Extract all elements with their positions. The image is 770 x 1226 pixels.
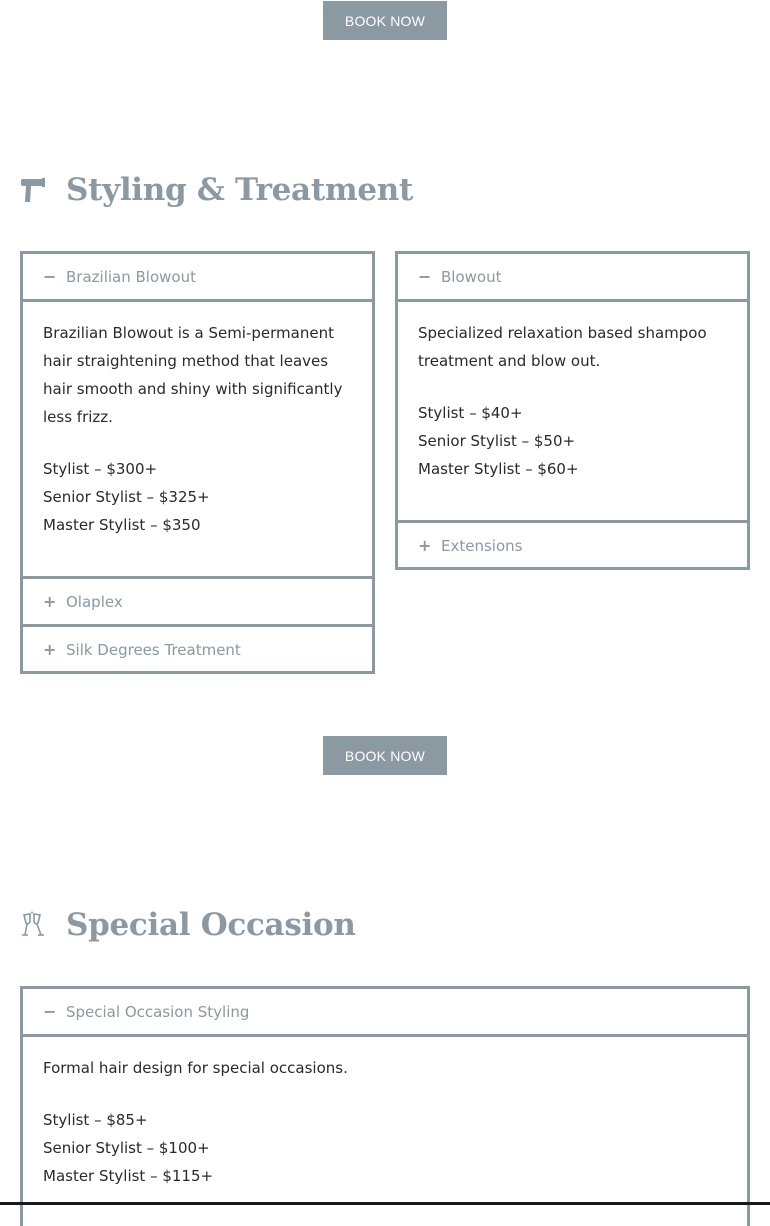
champagne-glasses-icon [20,910,46,940]
minus-icon: − [418,266,432,286]
accordion-panel [23,1037,747,1190]
accordion-panel [398,302,747,520]
minus-icon: − [43,1001,57,1021]
accordion-item-olaplex[interactable] [23,579,372,624]
book-now-button-top[interactable]: BOOK NOW [323,1,447,40]
price-line: Stylist – $300+ [43,460,158,478]
plus-icon: + [43,591,57,611]
price-line: Senior Stylist – $325+ [43,488,210,506]
panel-description: Brazilian Blowout is a Semi-permanent hair straightening method that leaves hair smooth and shiny with significantly less frizz. [43,324,343,426]
accordion-item-silk-degrees[interactable] [23,627,372,672]
price-line: Stylist – $85+ [43,1111,148,1129]
accordion-title: Special Occasion Styling [66,1002,250,1021]
plus-icon: + [43,639,57,659]
panel-description: Specialized relaxation based shampoo treatment and blow out. [418,324,707,370]
special-section-header [20,907,356,943]
accordion-special [20,986,750,1226]
accordion-right [395,251,750,570]
accordion-title: Extensions [441,536,523,555]
price-line: Master Stylist – $115+ [43,1167,214,1185]
accordion-panel [23,302,372,576]
price-line: Senior Stylist – $100+ [43,1139,210,1157]
accordion-item-blowout[interactable] [398,254,747,299]
minus-icon: − [43,266,57,286]
accordion-title: Olaplex [66,592,123,611]
hair-dryer-icon [20,175,46,205]
styling-section-title: Styling & Treatment [66,172,414,208]
styling-section-header [20,172,413,208]
price-line: Master Stylist – $60+ [418,460,579,478]
price-line: Master Stylist – $350 [43,516,201,534]
panel-description: Formal hair design for special occasions. [43,1059,348,1077]
price-line: Senior Stylist – $50+ [418,432,576,450]
accordion-title: Blowout [441,267,502,286]
accordion-item-extensions[interactable] [398,523,747,568]
accordion-left [20,251,375,674]
special-section-title: Special Occasion [66,907,356,943]
accordion-title: Brazilian Blowout [66,267,196,286]
price-line: Stylist – $40+ [418,404,523,422]
accordion-title: Silk Degrees Treatment [66,640,241,659]
book-now-button-middle[interactable]: BOOK NOW [323,736,447,775]
plus-icon: + [418,535,432,555]
accordion-item-special-occasion-styling[interactable] [23,989,747,1034]
accordion-item-brazilian-blowout[interactable] [23,254,372,299]
